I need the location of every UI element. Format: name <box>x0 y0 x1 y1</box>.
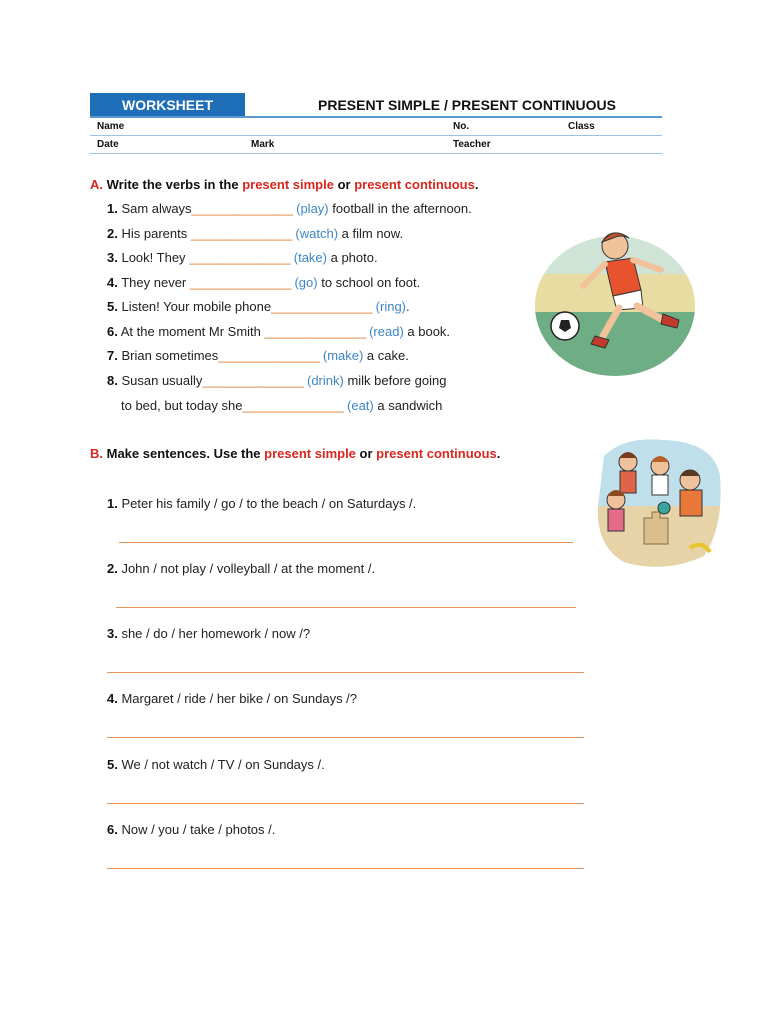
item-text: a sandwich <box>373 398 443 413</box>
item-text: John / not play / volleyball / at the moment /. <box>117 561 376 576</box>
item-text: a cake. <box>363 348 409 363</box>
item-number: 5. <box>107 299 118 314</box>
section-b-or: or <box>355 446 377 461</box>
section-a-term1: present simple <box>242 177 334 192</box>
item-text: a photo. <box>326 250 378 265</box>
item-text: to bed, but today she <box>121 398 243 413</box>
item-number: 2. <box>107 226 118 241</box>
teacher-label: Teacher <box>453 139 491 150</box>
answer-blank[interactable]: _______________ <box>202 373 304 388</box>
answer-line[interactable] <box>107 868 584 869</box>
number-label: No. <box>453 121 470 132</box>
item-text: Margaret / ride / her bike / on Sundays /? <box>117 691 358 706</box>
exercise-b-item <box>107 496 416 511</box>
section-a-title <box>90 177 478 192</box>
item-text: Peter his family / go / to the beach / on Saturdays /. <box>117 496 417 511</box>
header-divider <box>90 116 662 118</box>
class-label: Class <box>568 121 595 132</box>
item-text: a film now. <box>338 226 404 241</box>
section-b-end: . <box>496 446 501 461</box>
exercise-a-item <box>107 250 378 265</box>
item-number: 1. <box>107 201 118 216</box>
item-text: to school on foot. <box>317 275 421 290</box>
item-text: . <box>406 299 410 314</box>
exercise-a-item <box>107 201 472 216</box>
section-b-title <box>90 446 500 461</box>
item-number: 4. <box>107 275 118 290</box>
item-number: 6. <box>107 324 118 339</box>
item-number: 6. <box>107 822 118 837</box>
answer-line[interactable] <box>107 803 584 804</box>
answer-line[interactable] <box>107 737 584 738</box>
section-b-letter: B. <box>90 446 103 461</box>
answer-line[interactable] <box>119 542 573 543</box>
item-text: Look! They <box>121 250 190 265</box>
section-b-term1: present simple <box>264 446 356 461</box>
section-a-letter: A. <box>90 177 103 192</box>
verb-hint: (watch) <box>295 226 339 241</box>
exercise-b-item <box>107 561 375 576</box>
exercise-b-item <box>107 691 357 706</box>
exercise-b-item <box>107 822 275 837</box>
verb-hint: (play) <box>296 201 329 216</box>
answer-blank[interactable]: _______________ <box>218 348 320 363</box>
name-label: Name <box>97 121 125 132</box>
worksheet-badge: WORKSHEET <box>90 93 245 116</box>
item-text: We / not watch / TV / on Sundays /. <box>117 757 325 772</box>
item-text: Brian sometimes <box>121 348 219 363</box>
item-number: 3. <box>107 626 118 641</box>
item-text: a book. <box>403 324 451 339</box>
answer-blank[interactable]: _______________ <box>189 275 291 290</box>
exercise-a-item <box>107 226 403 241</box>
verb-hint: (go) <box>294 275 318 290</box>
exercise-a-item-8-continued <box>121 398 442 413</box>
exercise-a-item <box>107 373 446 388</box>
section-a-end: . <box>474 177 479 192</box>
answer-line[interactable] <box>107 672 584 673</box>
answer-blank[interactable]: _______________ <box>190 226 292 241</box>
verb-hint: (make) <box>322 348 364 363</box>
item-text: she / do / her homework / now /? <box>117 626 311 641</box>
row-divider <box>90 135 662 136</box>
verb-hint: (ring) <box>375 299 407 314</box>
item-number: 7. <box>107 348 118 363</box>
item-text: Susan usually <box>121 373 203 388</box>
item-text: Sam always <box>121 201 192 216</box>
section-b-term2: present continuous <box>376 446 497 461</box>
mark-label: Mark <box>251 139 275 150</box>
row-divider <box>90 153 662 154</box>
item-number: 3. <box>107 250 118 265</box>
exercise-a-item <box>107 324 450 339</box>
soccer-player-illustration <box>533 224 698 379</box>
answer-blank[interactable]: _______________ <box>271 299 373 314</box>
item-number: 8. <box>107 373 118 388</box>
answer-blank[interactable]: _______________ <box>264 324 366 339</box>
exercise-b-item <box>107 757 325 772</box>
answer-blank[interactable]: _______________ <box>189 250 291 265</box>
exercise-a-item <box>107 348 409 363</box>
worksheet-title: PRESENT SIMPLE / PRESENT CONTINUOUS <box>318 97 616 113</box>
answer-line[interactable] <box>116 607 576 608</box>
exercise-a-item <box>107 275 420 290</box>
date-label: Date <box>97 139 119 150</box>
exercise-a-item <box>107 299 410 314</box>
item-text: At the moment Mr Smith <box>120 324 265 339</box>
answer-blank[interactable]: _______________ <box>242 398 344 413</box>
section-a-text: Write the verbs in the <box>106 177 243 192</box>
item-text: His parents <box>121 226 191 241</box>
section-b-text: Make sentences. Use the <box>106 446 265 461</box>
item-text: They never <box>121 275 190 290</box>
item-text: football in the afternoon. <box>328 201 472 216</box>
answer-blank[interactable]: _______________ <box>191 201 293 216</box>
item-text: milk before going <box>343 373 447 388</box>
verb-hint: (read) <box>369 324 404 339</box>
verb-hint: (take) <box>293 250 327 265</box>
exercise-b-item <box>107 626 310 641</box>
verb-hint: (drink) <box>307 373 344 388</box>
item-text: Now / you / take / photos /. <box>117 822 276 837</box>
beach-family-illustration <box>594 436 724 571</box>
section-a-term2: present continuous <box>354 177 475 192</box>
item-number: 5. <box>107 757 118 772</box>
item-number: 1. <box>107 496 118 511</box>
section-a-or: or <box>333 177 355 192</box>
item-text: Listen! Your mobile phone <box>121 299 272 314</box>
item-number: 4. <box>107 691 118 706</box>
item-number: 2. <box>107 561 118 576</box>
verb-hint: (eat) <box>347 398 374 413</box>
